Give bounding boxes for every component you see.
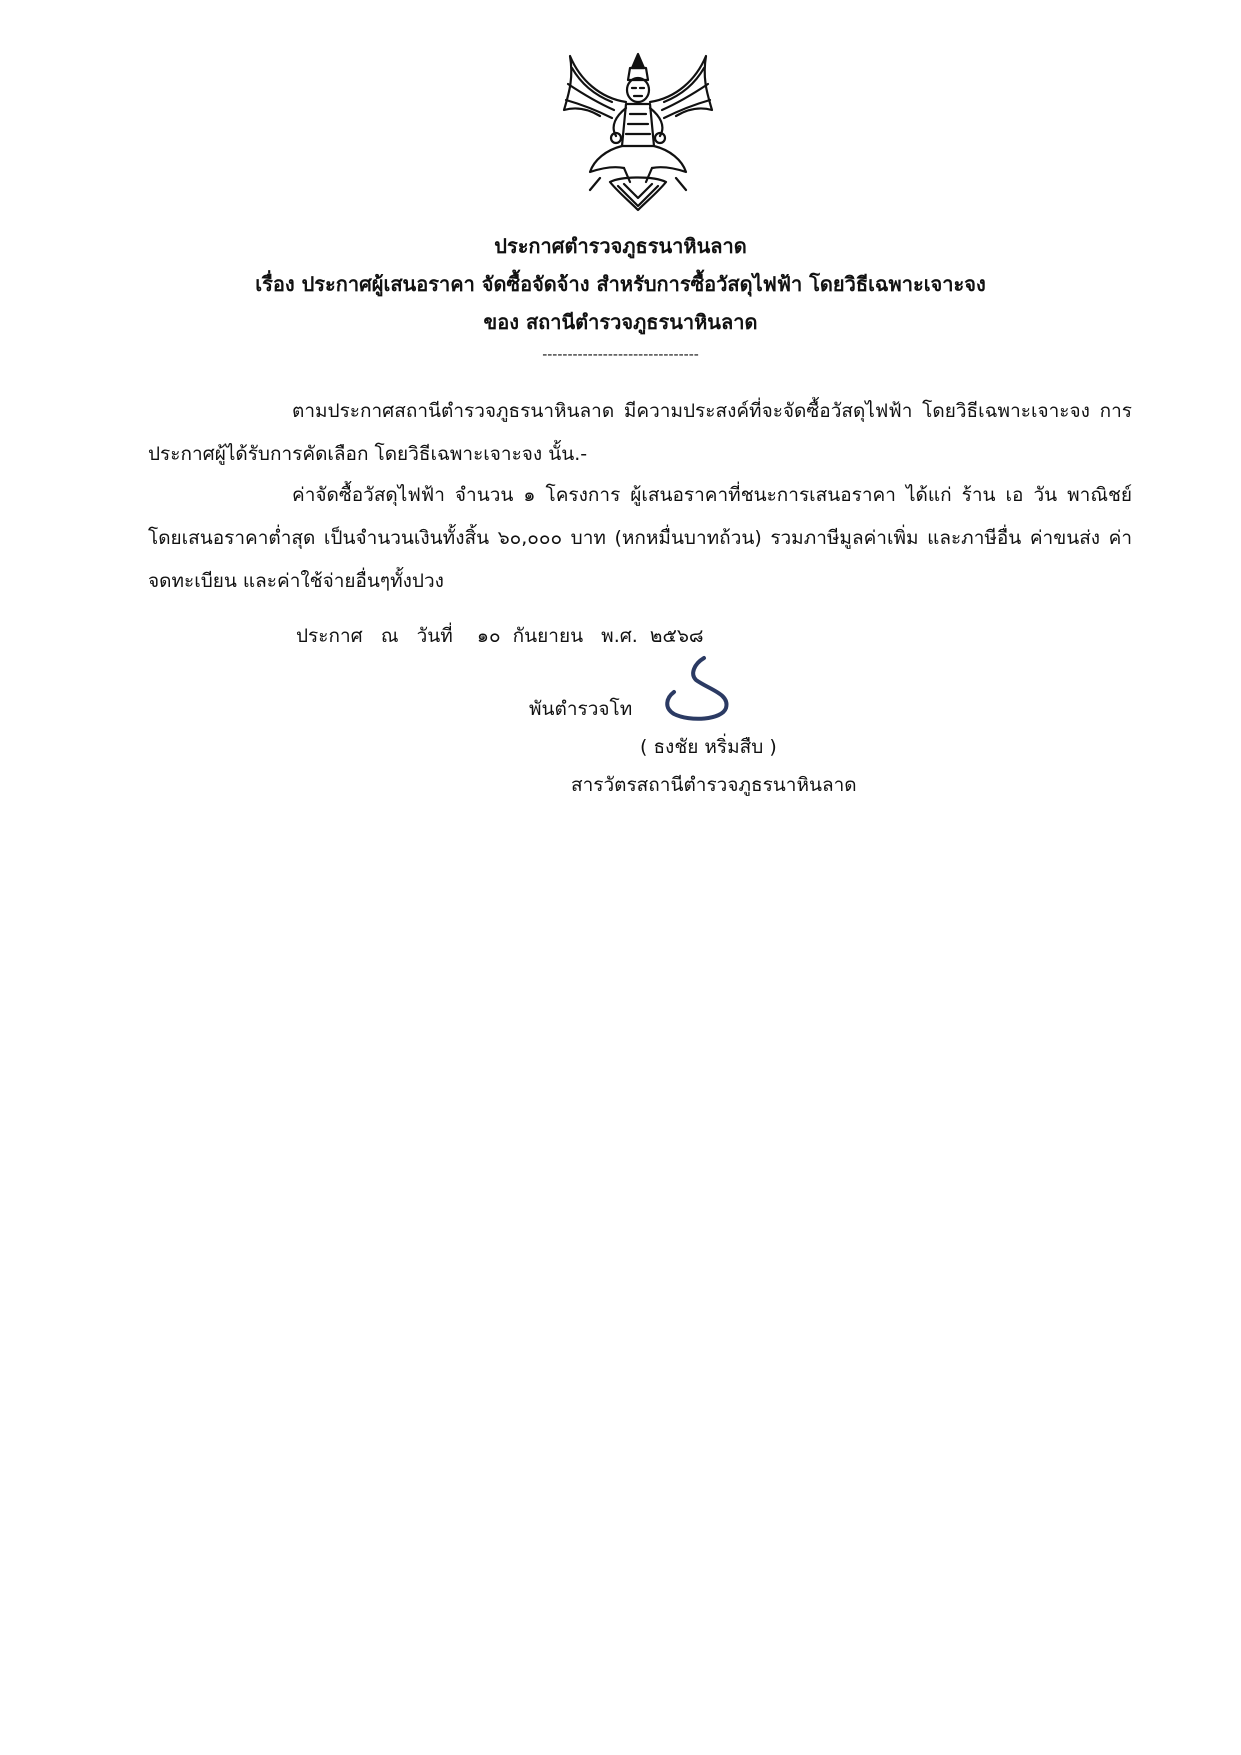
signer-rank: พันตำรวจโท bbox=[529, 698, 633, 720]
paragraph-1-text: ตามประกาศสถานีตำรวจภูธรนาหินลาด มีความประสงค์ที่จะจัดซื้อวัสดุไฟฟ้า โดยวิธีเฉพาะเจาะจง การประกาศผู้ได้รับการคัดเลือก โดยวิธีเฉพาะเจาะจง นั้น.- bbox=[148, 400, 1132, 465]
document-issuer: ของ สถานีตำรวจภูธรนาหินลาด bbox=[483, 310, 758, 334]
garuda-emblem-icon bbox=[560, 50, 716, 215]
announcement-date: ประกาศ ณ วันที่ ๑๐ กันยายน พ.ศ. ๒๕๖๘ bbox=[296, 625, 704, 647]
title-divider: ------------------------------- bbox=[542, 347, 699, 363]
handwritten-signature-icon bbox=[660, 654, 740, 726]
signer-position: สารวัตรสถานีตำรวจภูธรนาหินลาด bbox=[571, 774, 857, 796]
body-paragraph-2 bbox=[148, 474, 1132, 603]
signer-name: ( ธงชัย หริ่มสืบ ) bbox=[640, 736, 777, 758]
document-subject: เรื่อง ประกาศผู้เสนอราคา จัดซื้อจัดจ้าง สำหรับการซื้อวัสดุไฟฟ้า โดยวิธีเฉพาะเจาะจง bbox=[255, 272, 986, 296]
paragraph-2-text: ค่าจัดซื้อวัสดุไฟฟ้า จำนวน ๑ โครงการ ผู้เสนอราคาที่ชนะการเสนอราคา ได้แก่ ร้าน เอ วัน พาณิชย์ โดยเสนอราคาต่ำสุด เป็นจำนวนเงินทั้งสิ้น ๖๐,๐๐๐ บาท (หกหมื่นบาทถ้วน) รวมภาษีมูลค่าเพิ่ม และภาษีอื่น ค่าขนส่ง ค่าจดทะเบียน และค่าใช้จ่ายอื่นๆทั้งปวง bbox=[148, 484, 1132, 592]
document-title: ประกาศตำรวจภูธรนาหินลาด bbox=[494, 234, 747, 258]
body-paragraph-1 bbox=[148, 390, 1132, 476]
